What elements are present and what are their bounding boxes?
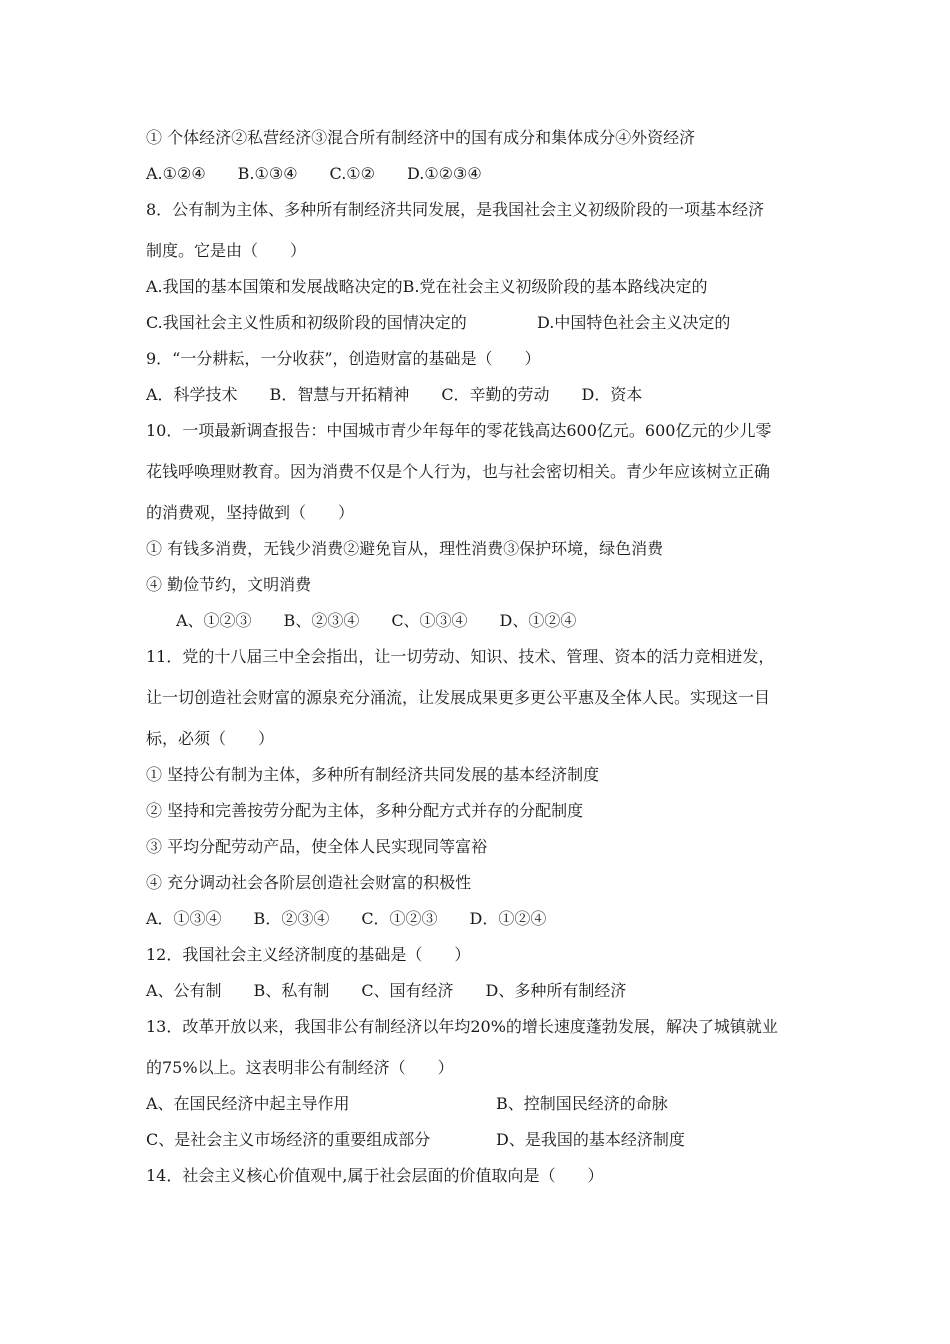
q7-options-statements: ① 个体经济②私营经济③混合所有制经济中的国有成分和集体成分④外资经济 [146, 128, 696, 147]
q9-stem: 9．“一分耕耘，一分收获”，创造财富的基础是（ ） [146, 349, 541, 368]
q11-stem-line-2: 让一切创造社会财富的源泉充分涌流，让发展成果更多更公平惠及全体人民。实现这一目 [146, 688, 771, 707]
q10-choices: A、①②③ B、②③④ C、①③④ D、①②④ [176, 611, 577, 630]
q8-choice-d: D.中国特色社会主义决定的 [537, 313, 731, 332]
q13-choice-c: C、是社会主义市场经济的重要组成部分 [146, 1130, 431, 1149]
q11-stem-line-3: 标，必须（ ） [146, 729, 275, 748]
q9-choices: A．科学技术 B．智慧与开拓精神 C．辛勤的劳动 D．资本 [146, 385, 643, 404]
q10-statements-1-3: ① 有钱多消费，无钱少消费②避免盲从，理性消费③保护环境，绿色消费 [146, 539, 664, 558]
q13-choice-b: B、控制国民经济的命脉 [496, 1094, 668, 1113]
q13-choice-a: A、在国民经济中起主导作用 [146, 1094, 350, 1113]
q11-stem-line-1: 11．党的十八届三中全会指出，让一切劳动、知识、技术、管理、资本的活力竞相迸发， [146, 647, 775, 666]
q10-stem-line-3: 的消费观，坚持做到（ ） [146, 503, 355, 522]
q7-answer-choices: A.①②④ B.①③④ C.①② D.①②③④ [146, 164, 482, 183]
q12-choices: A、公有制 B、私有制 C、国有经济 D、多种所有制经济 [146, 981, 627, 1000]
q8-stem-line-2: 制度。它是由（ ） [146, 241, 307, 260]
q10-stem-line-2: 花钱呼唤理财教育。因为消费不仅是个人行为，也与社会密切相关。青少年应该树立正确 [146, 462, 771, 481]
q11-statement-1: ① 坚持公有制为主体，多种所有制经济共同发展的基本经济制度 [146, 765, 600, 784]
q13-stem-line-2: 的75%以上。这表明非公有制经济（ ） [146, 1058, 454, 1077]
q11-choices: A．①③④ B．②③④ C．①②③ D．①②④ [146, 909, 547, 928]
q13-stem-line-1: 13．改革开放以来，我国非公有制经济以年均20%的增长速度蓬勃发展，解决了城镇就业 [146, 1017, 778, 1036]
q10-stem-line-1: 10．一项最新调查报告：中国城市青少年每年的零花钱高达600亿元。600亿元的少儿零 [146, 421, 772, 440]
q8-stem-line-1: 8．公有制为主体、多种所有制经济共同发展，是我国社会主义初级阶段的一项基本经济 [146, 200, 765, 219]
q13-choice-d: D、是我国的基本经济制度 [496, 1130, 685, 1149]
q12-stem: 12．我国社会主义经济制度的基础是（ ） [146, 945, 471, 964]
q14-stem: 14．社会主义核心价值观中,属于社会层面的价值取向是（ ） [146, 1166, 604, 1185]
q8-choice-c: C.我国社会主义性质和初级阶段的国情决定的 [146, 313, 467, 332]
q10-statement-4: ④ 勤俭节约，文明消费 [146, 575, 312, 594]
q11-statement-4: ④ 充分调动社会各阶层创造社会财富的积极性 [146, 873, 472, 892]
q8-choices-ab: A.我国的基本国策和发展战略决定的B.党在社会主义初级阶段的基本路线决定的 [146, 277, 708, 296]
q11-statement-2: ② 坚持和完善按劳分配为主体，多种分配方式并存的分配制度 [146, 801, 584, 820]
q11-statement-3: ③ 平均分配劳动产品，使全体人民实现同等富裕 [146, 837, 488, 856]
